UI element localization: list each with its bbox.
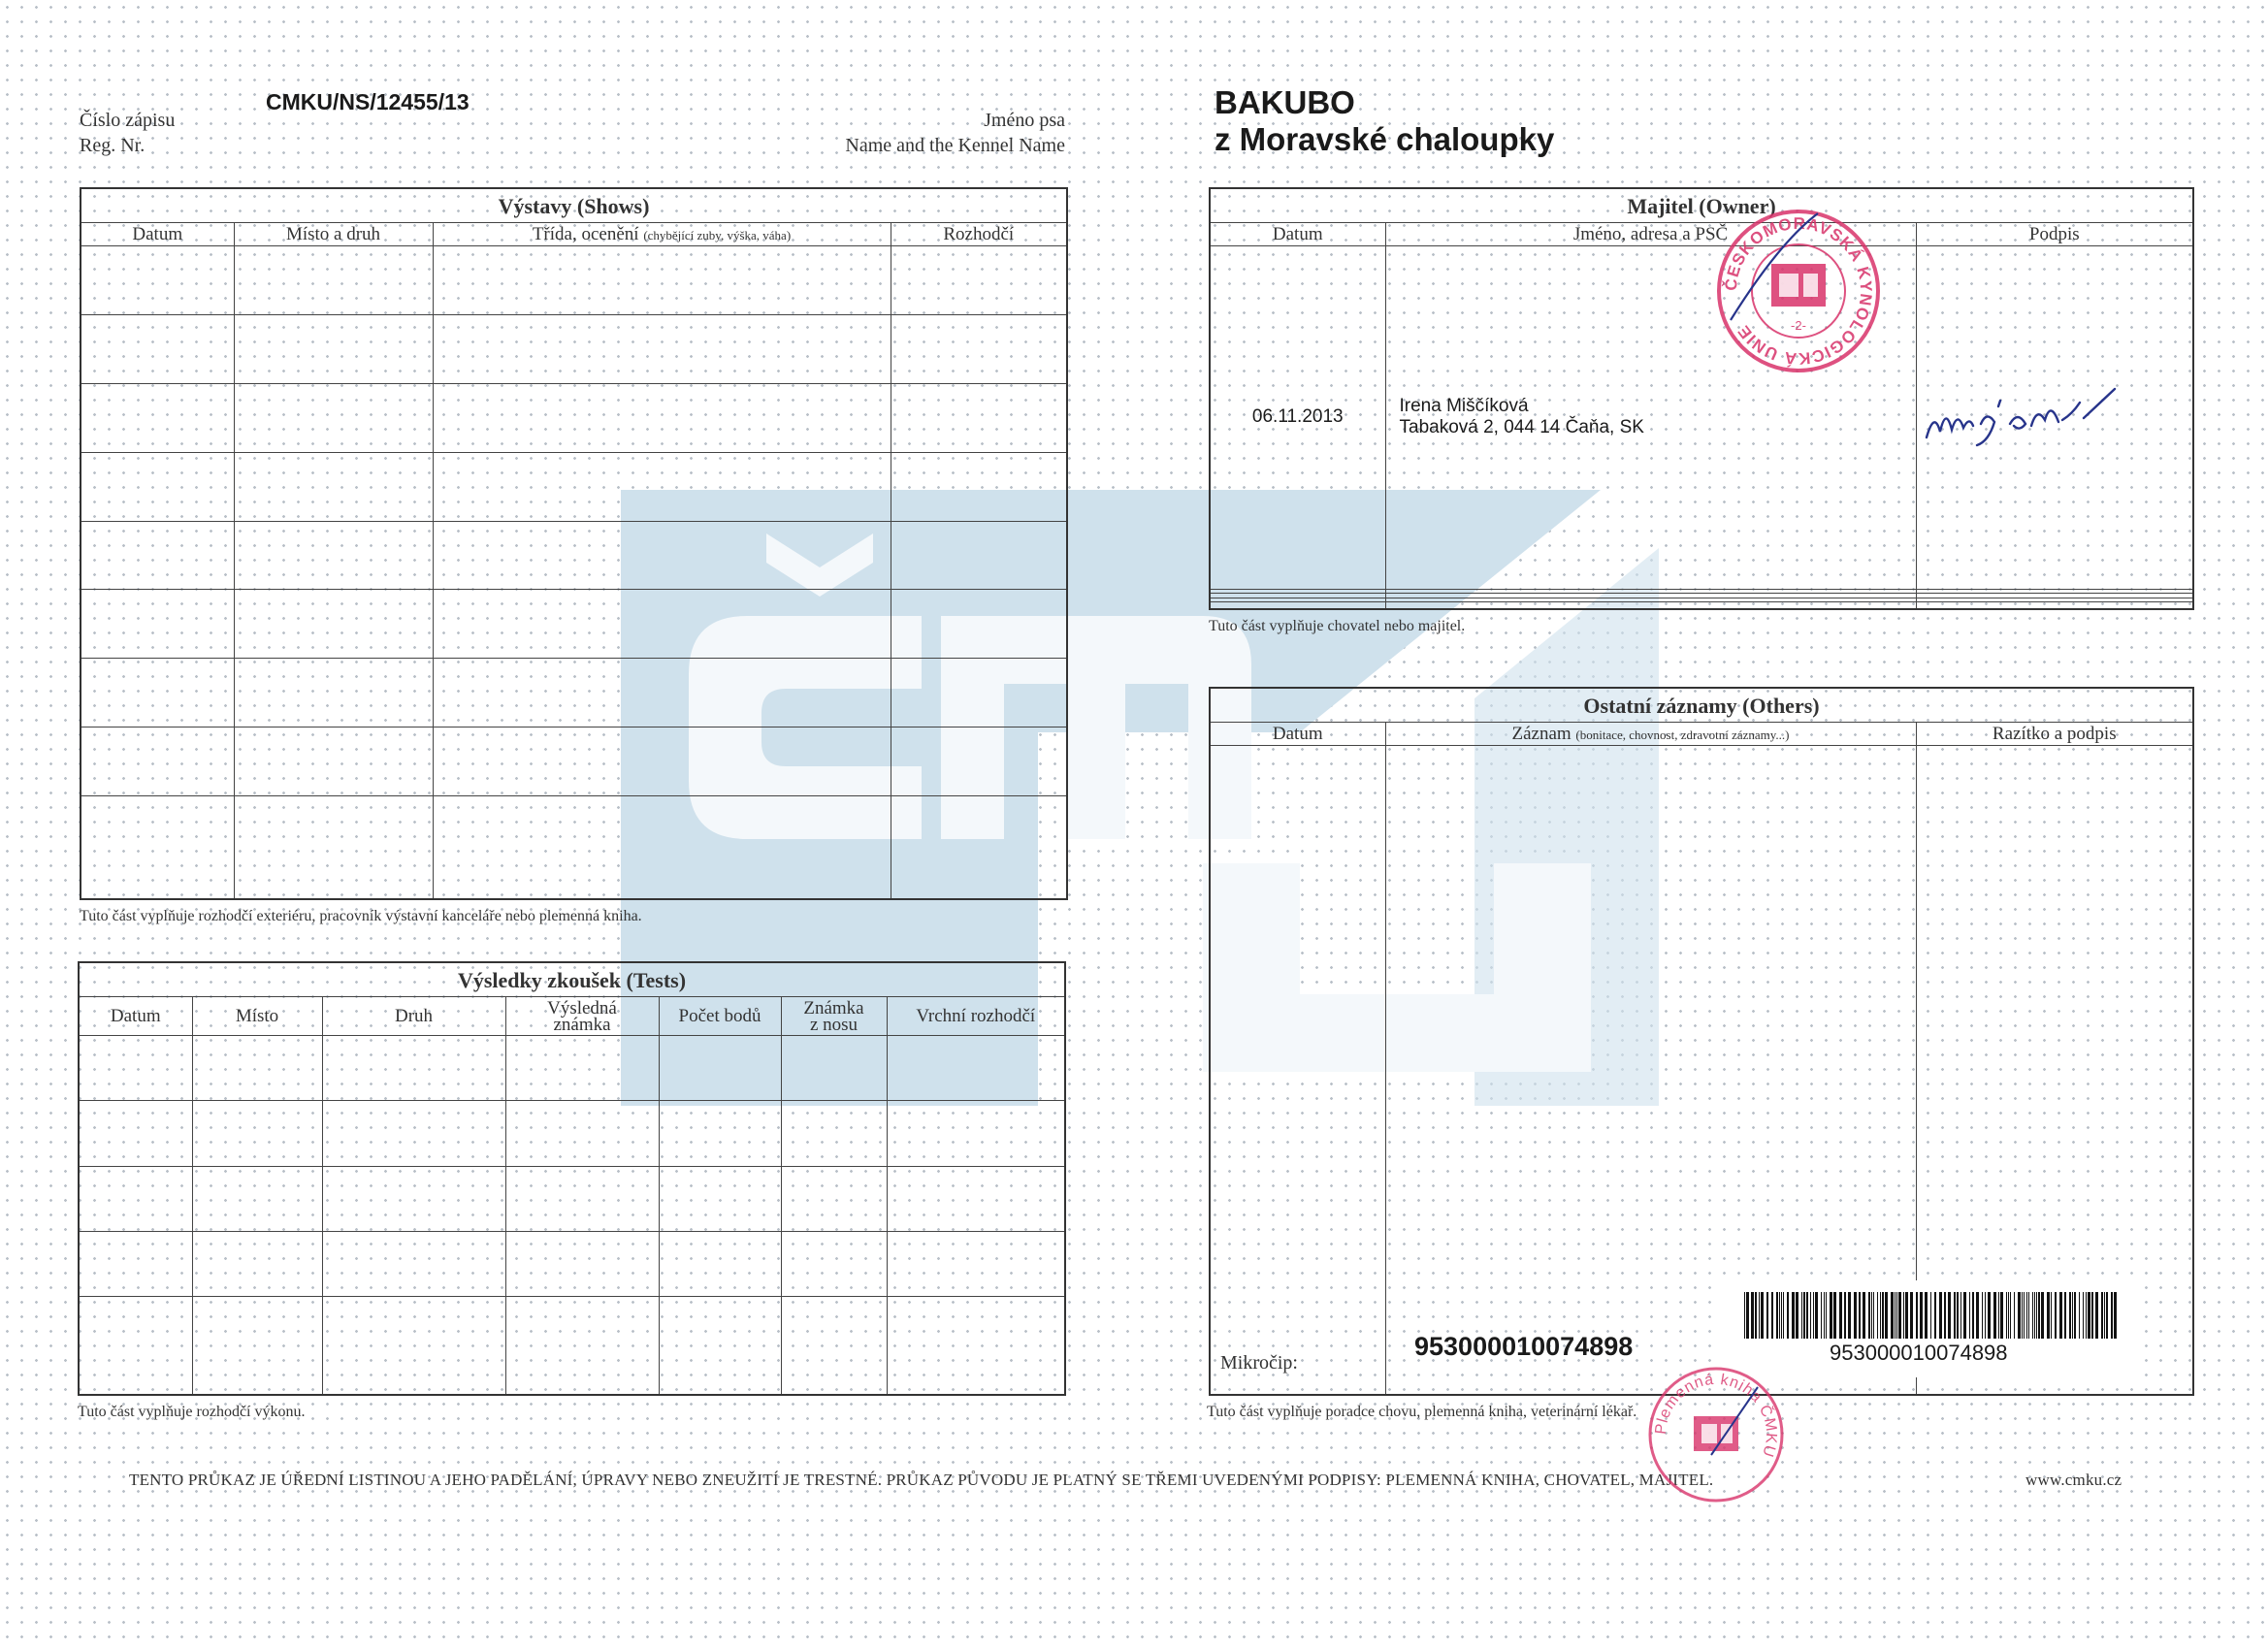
tests-col-type: Druh <box>322 997 505 1036</box>
shows-col-class-label: Třída, ocenění <box>532 223 639 244</box>
others-col-stamp: Razítko a podpis <box>1916 723 2193 746</box>
book-stamp <box>1643 1362 1789 1507</box>
table-row <box>79 1297 1065 1395</box>
table-row <box>81 246 1067 315</box>
shows-table <box>80 187 1068 900</box>
table-row <box>81 452 1067 521</box>
tests-col-date: Datum <box>79 997 192 1036</box>
table-row <box>79 1232 1065 1297</box>
table-row <box>81 796 1067 899</box>
owner-col-name: Jméno, adresa a PSČ <box>1385 223 1916 246</box>
owner-signature <box>1917 381 2130 449</box>
table-row <box>81 590 1067 659</box>
name-label-en: Name and the Kennel Name <box>845 135 1065 156</box>
shows-col-place: Místo a druh <box>234 223 433 246</box>
tests-title: Výsledky zkoušek (Tests) <box>79 962 1065 997</box>
dog-name-line1: BAKUBO <box>1215 84 1355 120</box>
table-row <box>79 1036 1065 1101</box>
others-note: Tuto část vyplňuje poradce chovu, plemenná kniha, veterinární lékař. <box>1207 1404 1637 1420</box>
tests-col-grade: Výsledná známka <box>505 997 659 1036</box>
owner-date: 06.11.2013 <box>1210 246 1385 590</box>
others-col-record <box>1385 723 1916 746</box>
owner-stamp <box>1711 204 1886 378</box>
shows-col-class-note: (chybějící zuby, výška, váha) <box>643 227 792 242</box>
table-row <box>79 1166 1065 1231</box>
book-stamp-text: Plemenná kniha ČMKU <box>1652 1371 1780 1460</box>
table-row <box>81 383 1067 452</box>
table-row <box>1210 602 2193 609</box>
reg-label-cz: Číslo zápisu <box>80 110 176 131</box>
shows-title: Výstavy (Shows) <box>81 188 1067 223</box>
owner-col-date: Datum <box>1210 223 1385 246</box>
owner-table <box>1209 187 2194 610</box>
owner-signature-cell <box>1916 246 2193 590</box>
tests-table <box>78 961 1066 1396</box>
chip-label: Mikročip: <box>1220 1352 1298 1374</box>
shows-col-date: Datum <box>81 223 234 246</box>
tests-col-chief-judge: Vrchní rozhodčí <box>887 997 1065 1036</box>
others-col-record-note: (bonitace, chovnost, zdravotní záznamy...) <box>1575 727 1790 742</box>
table-row <box>1210 246 2193 590</box>
reg-label-en: Reg. Nr. <box>80 135 146 156</box>
tests-note: Tuto část vyplňuje rozhodčí výkonu. <box>78 1404 306 1420</box>
name-label-cz: Jméno psa <box>984 110 1065 131</box>
table-row <box>81 314 1067 383</box>
shows-note: Tuto část vyplňuje rozhodčí exteriéru, pracovník výstavní kanceláře nebo plemenná kniha. <box>80 908 642 924</box>
shows-col-judge: Rozhodčí <box>891 223 1067 246</box>
others-col-date: Datum <box>1210 723 1385 746</box>
shows-col-class <box>433 223 891 246</box>
legal-notice: TENTO PRŮKAZ JE ÚŘEDNÍ LISTINOU A JEHO PADĚLÁNÍ, ÚPRAVY NEBO ZNEUŽITÍ JE TRESTNÉ. PRŮKAZ PŮVODU JE PLATNÝ SE TŘEMI UVEDENÝMI PODPISY: PLEMENNÁ KNIHA, CHOVATEL, MAJITEL. <box>129 1471 1714 1489</box>
owner-title: Majitel (Owner) <box>1210 188 2193 223</box>
owner-stamp-text: ČESKOMORAVSKÁ KYNOLOGICKÁ UNIE <box>1721 213 1876 369</box>
table-row <box>81 659 1067 728</box>
owner-note: Tuto část vyplňuje chovatel nebo majitel. <box>1209 618 1466 634</box>
chip-number: 953000010074898 <box>1414 1332 1634 1361</box>
others-title: Ostatní záznamy (Others) <box>1210 688 2193 723</box>
tests-col-nose: Známka z nosu <box>781 997 887 1036</box>
barcode-number: 953000010074898 <box>1830 1341 2008 1365</box>
website-link[interactable]: www.cmku.cz <box>2025 1471 2122 1489</box>
tests-col-points: Počet bodů <box>659 997 781 1036</box>
others-col-record-label: Záznam <box>1511 723 1571 744</box>
owner-col-signature: Podpis <box>1916 223 2193 246</box>
tests-col-place: Místo <box>192 997 322 1036</box>
owner-address: Tabaková 2, 044 14 Čaňa, SK <box>1399 417 1644 438</box>
table-row <box>79 1101 1065 1166</box>
table-row <box>81 728 1067 796</box>
table-row <box>81 521 1067 590</box>
dog-name-line2: z Moravské chaloupky <box>1215 121 1555 157</box>
barcode-icon <box>1744 1292 2122 1339</box>
owner-name: Irena Miščíková <box>1399 396 1529 417</box>
reg-number: CMKU/NS/12455/13 <box>266 89 470 114</box>
owner-stamp-mark: -2- <box>1791 318 1806 333</box>
